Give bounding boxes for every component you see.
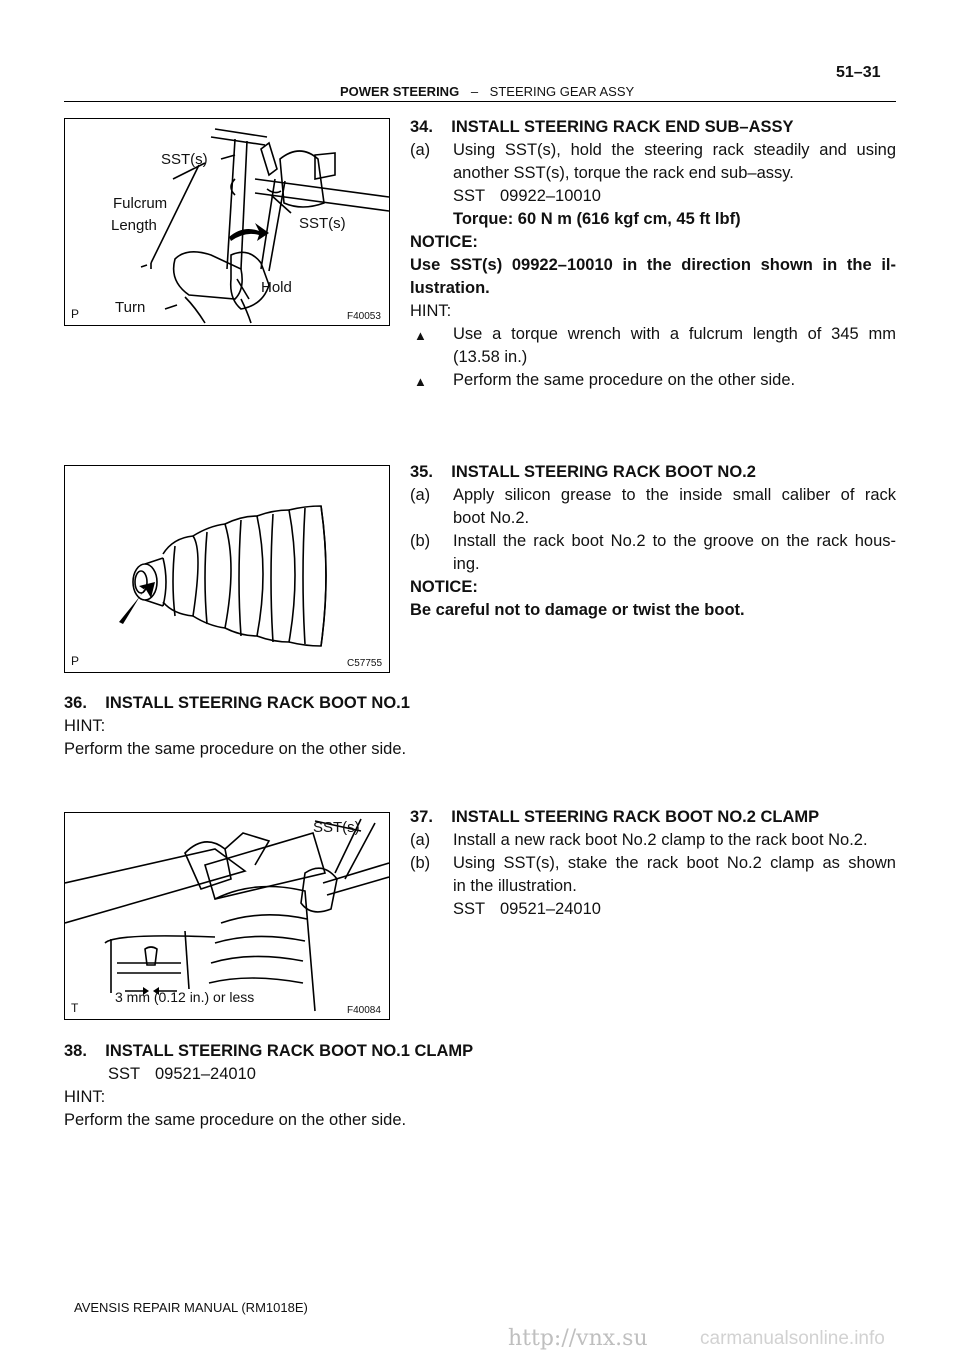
step-title: 38. INSTALL STEERING RACK BOOT NO.1 CLAMP <box>64 1042 474 1060</box>
item-text: Using SST(s), hold the steering rack steadily and using <box>453 141 896 159</box>
label-sst-right: SST(s) <box>299 215 346 232</box>
hint-text: (13.58 in.) <box>453 348 528 366</box>
step-title: 37. INSTALL STEERING RACK BOOT NO.2 CLAMP <box>410 808 820 826</box>
hint-text: Perform the same procedure on the other side. <box>64 740 407 758</box>
sst-number: 09521–24010 <box>500 900 601 918</box>
notice-label: NOTICE: <box>410 578 478 596</box>
manual-footer: AVENSIS REPAIR MANUAL (RM1018E) <box>74 1300 308 1315</box>
watermark-text: carmanualsonline.info <box>700 1328 885 1349</box>
figure-tab: T <box>71 1001 79 1015</box>
step-title: 36. INSTALL STEERING RACK BOOT NO.1 <box>64 694 410 712</box>
sst-label: SST <box>453 900 486 918</box>
step-title: 34. INSTALL STEERING RACK END SUB–ASSY <box>410 118 794 136</box>
figure-code: F40084 <box>347 1005 381 1016</box>
sst-number: 09521–24010 <box>155 1065 256 1083</box>
item-text: Install a new rack boot No.2 clamp to the rack boot No.2. <box>453 831 868 849</box>
label-turn: Turn <box>115 299 146 316</box>
label-fulcrum: Fulcrum <box>113 195 168 212</box>
running-header <box>340 84 634 99</box>
notice-text: Be careful not to damage or twist the boot. <box>410 601 745 619</box>
hint-text: Perform the same procedure on the other side. <box>64 1111 407 1129</box>
torque-spec: Torque: 60 N m (616 kgf cm, 45 ft lbf) <box>453 210 741 228</box>
label-hold: Hold <box>261 279 292 296</box>
notice-text: lustration. <box>410 279 490 297</box>
hint-text: Perform the same procedure on the other side. <box>453 371 796 389</box>
header-dash: – <box>470 84 479 99</box>
item-text: another SST(s), torque the rack end sub–assy. <box>453 164 794 182</box>
item-marker: (a) <box>410 831 431 849</box>
label-length: Length <box>111 217 157 234</box>
item-text: ing. <box>453 555 480 573</box>
label-sst-top: SST(s) <box>161 151 208 168</box>
item-text: boot No.2. <box>453 509 530 527</box>
figure-boot-clamp <box>64 812 390 1020</box>
item-marker: (a) <box>410 486 431 504</box>
item-marker: (a) <box>410 141 431 159</box>
sst-label: SST <box>453 187 486 205</box>
bullet-icon: ▲ <box>414 374 427 389</box>
hint-label: HINT: <box>64 1088 106 1106</box>
figure-tab: P <box>71 654 80 668</box>
watermark-link[interactable]: http://vnx.su <box>508 1326 648 1351</box>
figure-tab: P <box>71 307 80 321</box>
item-text: Apply silicon grease to the inside small caliber of rack <box>453 486 896 504</box>
rack-boot-illustration <box>65 466 389 672</box>
label-sst: SST(s) <box>313 819 360 836</box>
notice-label: NOTICE: <box>410 233 478 251</box>
section-title: POWER STEERING <box>340 84 460 99</box>
subsection-title: STEERING GEAR ASSY <box>489 84 635 99</box>
step-title: 35. INSTALL STEERING RACK BOOT NO.2 <box>410 463 756 481</box>
sst-number: 09922–10010 <box>500 187 601 205</box>
page-number: 51–31 <box>836 64 881 81</box>
figure-rack-boot <box>64 465 390 673</box>
item-text: Install the rack boot No.2 to the groove on the rack hous- <box>453 532 896 550</box>
item-marker: (b) <box>410 854 431 872</box>
item-text: in the illustration. <box>453 877 577 895</box>
bullet-icon: ▲ <box>414 328 427 343</box>
figure-torque-rack-end <box>64 118 390 326</box>
figure-code: F40053 <box>347 311 381 322</box>
header-rule <box>64 101 896 102</box>
hint-text: Use a torque wrench with a fulcrum length of 345 mm <box>453 325 896 343</box>
item-marker: (b) <box>410 532 431 550</box>
hint-label: HINT: <box>64 717 106 735</box>
hint-label: HINT: <box>410 302 452 320</box>
figure-code: C57755 <box>347 658 383 669</box>
sst-label: SST <box>108 1065 141 1083</box>
notice-text: Use SST(s) 09922–10010 in the direction shown in the il- <box>410 256 896 274</box>
label-gap: 3 mm (0.12 in.) or less <box>115 989 255 1005</box>
item-text: Using SST(s), stake the rack boot No.2 clamp as shown <box>453 854 896 872</box>
